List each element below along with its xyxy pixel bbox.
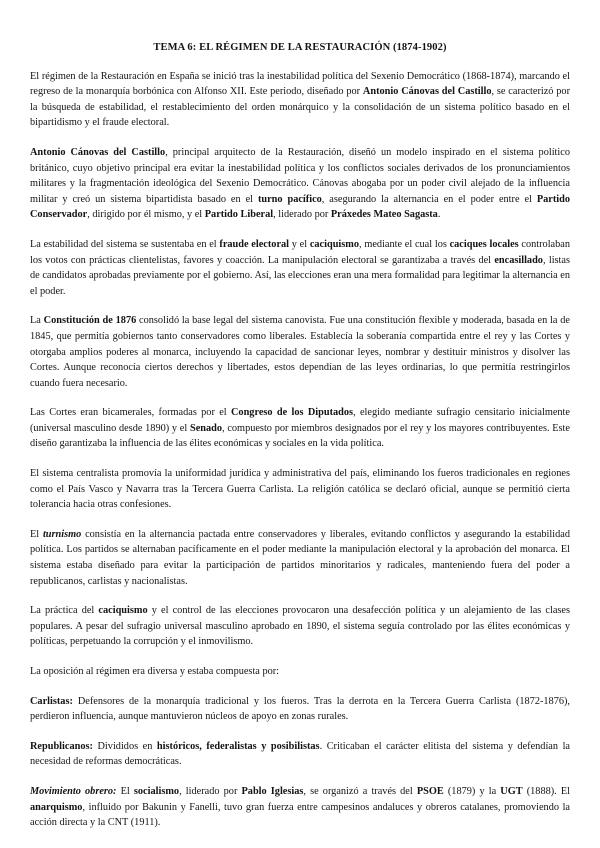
text-run: controlaban los votos con prácticas clientelistas, favores y coacción. La manipulación electoral se garantizaba a través del bbox=[30, 238, 570, 266]
paragraph bbox=[30, 784, 570, 831]
text-run: . bbox=[437, 209, 441, 221]
text-run: , listas de candidatos aprobadas previamente por el gobierno. Así, las elecciones eran una mera formalidad para legitimar la alternancia en el poder. bbox=[30, 254, 570, 297]
bold-text: socialismo bbox=[133, 785, 180, 797]
bold-text: Senado bbox=[189, 422, 223, 434]
paragraph bbox=[30, 237, 570, 299]
text-run: La bbox=[30, 315, 44, 327]
text-run: , se organizó a través del bbox=[303, 785, 417, 797]
text-run: Divididos en bbox=[92, 740, 157, 752]
text-run: , compuesto por miembros designados por el rey y los mayores contribuyentes. Este diseño garantizaba la influencia de las élites económicas y sociales en la vida política. bbox=[30, 422, 570, 450]
text-run: (1879) y la bbox=[443, 785, 501, 797]
bold-text: Constitución de 1876 bbox=[43, 315, 137, 327]
text-run: La oposición al régimen era diversa y estaba compuesta por: bbox=[30, 666, 280, 677]
text-run: y el control de las elecciones provocaron una desafección política y un alejamiento de las clases populares. A pesar del sufragio universal masculino aprobado en 1890, el sistema seguía controlado por las élites económicas y políticas, perpetuando la corrupción y el inmovilismo. bbox=[30, 605, 570, 648]
text-run: consolidó la base legal del sistema canovista. Fue una constitución flexible y moderada, basada en la de 1845, que permitía gobiernos tanto conservadores como liberales. Establecía la soberanía compartida entre el rey y las Cortes y otorgaba amplios poderes al monarca, incluyendo la capacidad de sancionar leyes, nombrar y destituir ministros y disolver las Cortes. Aunque reconocía ciertos derechos y libertades, estos dependían de las leyes ordinarias, lo que permitía restringirlos cuando fuera necesario. bbox=[30, 315, 570, 389]
text-run: , principal arquitecto de la Restauración, diseñó un modelo inspirado en el sistema político británico, cuyo objetivo principal era evitar la inestabilidad política y los conflictos sociales derivados de los pronunciamientos militares y la fragmentación ideológica del Sexenio Democrático. Cánovas abogaba por un poder civil alejado de la influencia militar y creó un sistema bipartidista basado en el bbox=[30, 146, 570, 205]
text-run: , influido por Bakunin y Fanelli, tuvo gran fuerza entre campesinos andaluces y obreros catalanes, promoviendo la acción directa y la CNT (1911). bbox=[30, 801, 570, 829]
bold-text: turnismo bbox=[42, 528, 82, 540]
document-title: TEMA 6: EL RÉGIMEN DE LA RESTAURACIÓN (1874-1902) bbox=[153, 42, 447, 53]
paragraph bbox=[30, 527, 570, 589]
bold-text: Congreso de los Diputados bbox=[230, 407, 354, 419]
bold-text: históricos, federalistas y posibilistas bbox=[156, 740, 320, 752]
paragraph bbox=[30, 405, 570, 452]
text-run: El sistema centralista promovía la uniformidad jurídica y administrativa del país, eliminando los fueros tradicionales en regiones como el País Vasco y Navarra tras la Tercera Guerra Carlista. La religión católica se declaró oficial, aunque se permitió cierta tolerancia hacia otras confesiones. bbox=[30, 468, 570, 511]
bold-text: Carlistas: bbox=[30, 695, 73, 707]
text-run: Defensores de la monarquía tradicional y los fueros. Tras la derrota en la Tercera Guerra Carlista (1872-1876), perdieron influencia, aunque mantuvieron núcleos de apoyo en zonas rurales. bbox=[30, 695, 570, 723]
text-run: , asegurando la alternancia en el poder entre el bbox=[321, 193, 537, 205]
paragraph bbox=[30, 603, 570, 650]
bold-text: Pablo Iglesias bbox=[241, 785, 304, 797]
text-run: y el bbox=[289, 238, 310, 250]
paragraph bbox=[30, 145, 570, 223]
bold-text: fraude electoral bbox=[219, 238, 290, 250]
paragraph bbox=[30, 69, 570, 131]
bold-text: Práxedes Mateo Sagasta bbox=[330, 209, 438, 221]
text-run: , mediante el cual los bbox=[359, 238, 450, 250]
paragraph bbox=[30, 739, 570, 770]
text-run: , elegido mediante sufragio censitario inicialmente (universal masculino desde 1890) y el bbox=[30, 407, 570, 434]
bold-text: Movimiento obrero: bbox=[30, 785, 117, 797]
paragraph bbox=[30, 466, 570, 513]
bold-text: anarquismo bbox=[30, 801, 83, 813]
bold-text: UGT bbox=[500, 785, 523, 797]
text-run: (1888). El bbox=[522, 785, 571, 797]
text-run: La práctica del bbox=[30, 605, 99, 617]
bold-text: caciques locales bbox=[449, 238, 519, 250]
bold-text: Partido Liberal bbox=[204, 209, 274, 221]
paragraph bbox=[30, 313, 570, 391]
text-run: . Criticaban el carácter elitista del sistema y defendían la necesidad de reformas democráticas. bbox=[30, 740, 570, 768]
document-body bbox=[30, 69, 570, 831]
bold-text: PSOE bbox=[416, 785, 444, 797]
paragraph bbox=[30, 664, 570, 680]
paragraph bbox=[30, 694, 570, 725]
bold-text: caciquismo bbox=[309, 238, 360, 250]
bold-text: caciquismo bbox=[98, 605, 148, 617]
bold-text: turno pacífico bbox=[257, 193, 322, 205]
text-run: El régimen de la Restauración en España se inició tras la inestabilidad política del Sexenio Democrático (1868-1874), marcando el regreso de la monarquía borbónica con Alfonso XII. Este periodo, diseñado por bbox=[30, 70, 570, 98]
text-run: , liderado por bbox=[179, 785, 242, 797]
text-run: , dirigido por él mismo, y el bbox=[87, 209, 205, 221]
bold-text: Antonio Cánovas del Castillo bbox=[30, 146, 166, 158]
bold-text: Republicanos: bbox=[30, 740, 93, 752]
text-run: El bbox=[116, 785, 134, 797]
bold-text: encasillado bbox=[494, 254, 543, 266]
bold-text: Antonio Cánovas del Castillo bbox=[362, 86, 492, 98]
text-run: La estabilidad del sistema se sustentaba en el bbox=[30, 238, 220, 250]
text-run: consistía en la alternancia pactada entre conservadores y liberales, evitando conflictos y asegurando la estabilidad política. Los partidos se alternaban pacíficamente en el poder mediante la manipulación electoral y la aprobación del monarca. El sistema estaba diseñado para evitar la participación de partidos minoritarios y radicales, manteniendo fuera del poder a republicanos, carlistas y nacionalistas. bbox=[30, 528, 570, 587]
text-run: , se caracterizó por la búsqueda de estabilidad, el restablecimiento del orden monárquico y la consolidación de un sistema político basado en el bipartidismo y el fraude electoral. bbox=[30, 86, 570, 129]
text-run: Las Cortes eran bicamerales, formadas por el bbox=[30, 407, 231, 419]
text-run: , liderado por bbox=[273, 209, 331, 221]
bold-text: Partido Conservador bbox=[30, 193, 571, 221]
text-run: El bbox=[30, 528, 43, 540]
